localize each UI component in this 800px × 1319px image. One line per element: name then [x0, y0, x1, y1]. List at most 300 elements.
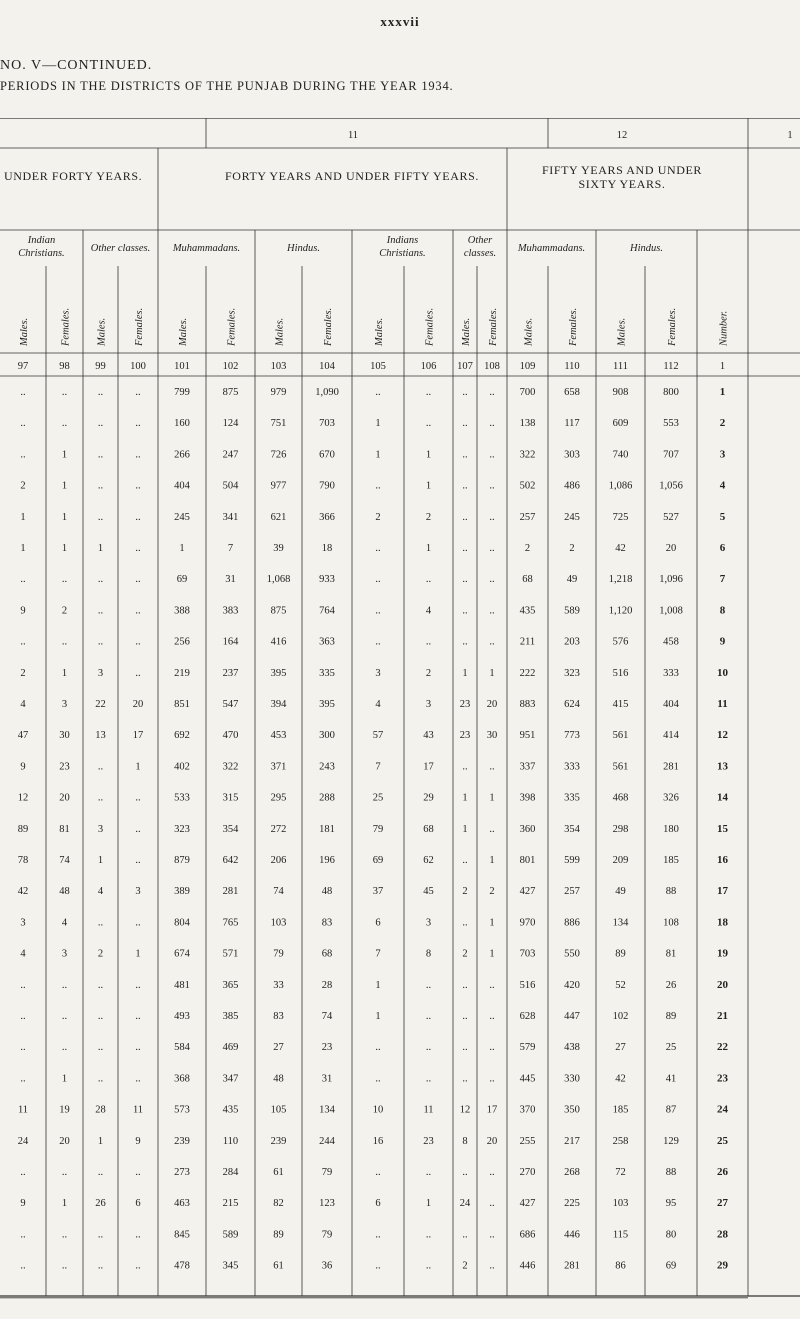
table-cell: 1	[20, 511, 26, 523]
table-cell: ..	[20, 1011, 26, 1022]
district-number: 13	[717, 760, 728, 773]
table-cell: 20	[665, 543, 677, 554]
table-cell: ..	[97, 449, 104, 461]
table-cell: ..	[425, 1260, 432, 1272]
table-cell: ..	[489, 418, 495, 430]
table-cell: 69	[372, 855, 384, 866]
table-cell: 79	[321, 1167, 333, 1178]
table-cell: 883	[519, 699, 536, 710]
table-cell: 800	[663, 387, 679, 398]
table-cell: 1,056	[659, 480, 683, 492]
table-cell: ..	[135, 667, 141, 679]
table-cell: 42	[17, 886, 29, 898]
table-cell: 686	[519, 1229, 536, 1241]
table-cell: 642	[222, 855, 239, 866]
table-cell: ..	[425, 1229, 432, 1241]
table-cell: 217	[564, 1135, 580, 1147]
table-cell: 1	[489, 948, 495, 960]
table-cell: 3	[375, 667, 381, 679]
community-label: Hindus.	[630, 243, 663, 254]
table-cell: 764	[319, 605, 335, 617]
table-cell: 255	[519, 1135, 536, 1147]
table-cell: 9	[20, 605, 26, 617]
table-cell: ..	[135, 636, 141, 648]
table-cell: 1	[135, 948, 141, 960]
sex-label-col-104: Females.	[323, 307, 334, 346]
table-cell: 1	[61, 511, 68, 523]
table-cell: ..	[135, 543, 141, 554]
table-cell: 4	[20, 699, 26, 710]
table-cell: 470	[222, 730, 239, 742]
table-cell: ..	[20, 449, 26, 461]
table-cell: 68	[423, 823, 434, 835]
table-cell: 2	[97, 948, 104, 960]
table-cell: ..	[61, 1042, 68, 1054]
table-cell: ..	[135, 387, 141, 398]
table-cell: 7	[375, 948, 381, 960]
table-cell: ..	[97, 574, 104, 586]
table-cell: 88	[665, 1167, 677, 1178]
table-cell: ..	[20, 1042, 26, 1054]
table-cell: 553	[663, 418, 679, 430]
table-cell: 2	[425, 667, 432, 679]
table-cell: 37	[372, 886, 384, 898]
table-cell: ..	[489, 449, 495, 461]
table-cell: 185	[612, 1104, 629, 1116]
table-cell: ..	[462, 574, 468, 586]
table-cell: 1,068	[266, 574, 291, 586]
table-cell: ..	[61, 418, 68, 430]
table-cell: 2	[569, 543, 575, 554]
table-cell: 395	[270, 667, 287, 679]
table-cell: 45	[423, 886, 434, 898]
column-number-110: 110	[564, 361, 580, 372]
table-cell: 845	[174, 1229, 190, 1241]
table-cell: 416	[270, 636, 287, 648]
table-cell: 2	[462, 886, 468, 898]
sex-label-col-99: Males.	[96, 317, 108, 346]
table-cell: ..	[97, 418, 104, 430]
table-cell: 211	[519, 636, 536, 648]
table-cell: 3	[135, 886, 141, 898]
table-cell: 725	[612, 511, 629, 523]
table-cell: 394	[270, 699, 287, 710]
table-cell: 124	[222, 418, 239, 430]
table-cell: 478	[174, 1260, 190, 1272]
column-number-103: 103	[270, 361, 287, 372]
table-cell: ..	[425, 1167, 432, 1178]
table-cell: 243	[319, 761, 335, 773]
table-cell: 1	[375, 449, 381, 461]
table-cell: 571	[222, 948, 239, 960]
table-cell: 244	[319, 1135, 335, 1147]
table-cell: 20	[486, 1135, 498, 1147]
table-cell: 385	[222, 1011, 239, 1022]
sex-label-col-109: Males.	[523, 317, 535, 346]
district-number: 29	[717, 1259, 728, 1272]
column-number-108: 108	[484, 361, 500, 372]
table-cell: 323	[174, 823, 190, 835]
table-cell: 2	[524, 543, 531, 554]
table-cell: 3	[97, 667, 104, 679]
district-number: 2	[719, 417, 726, 430]
table-cell: 851	[174, 699, 190, 710]
table-cell: ..	[489, 1229, 495, 1241]
table-cell: 27	[273, 1042, 284, 1054]
table-cell: ..	[97, 792, 104, 804]
table-cell: ..	[462, 1042, 468, 1054]
table-cell: ..	[135, 1042, 141, 1054]
table-cell: ..	[97, 1042, 104, 1054]
table-cell: 389	[174, 886, 190, 898]
table-cell: ..	[462, 543, 468, 554]
table-cell: 83	[273, 1011, 284, 1022]
table-cell: 1	[425, 480, 432, 492]
sex-label-col-112: Females.	[667, 307, 678, 346]
table-cell: 103	[270, 917, 287, 929]
community-label-line1: Indians	[386, 235, 419, 246]
table-cell: 23	[459, 730, 471, 742]
table-cell: 341	[222, 511, 239, 523]
table-cell: 17	[486, 1104, 498, 1116]
table-cell: 458	[663, 636, 679, 648]
table-cell: ..	[135, 449, 141, 461]
table-cell: ..	[375, 480, 381, 492]
table-cell: ..	[375, 1167, 381, 1178]
table-cell: 281	[222, 886, 239, 898]
table-cell: 129	[663, 1135, 679, 1147]
table-cell: 350	[564, 1104, 580, 1116]
age-group-fifty-sixty-line1: FIFTY YEARS AND UNDER	[541, 163, 703, 177]
table-cell: 4	[375, 699, 381, 710]
table-cell: 11	[17, 1104, 29, 1116]
table-cell: ..	[97, 480, 104, 492]
table-cell: 20	[59, 1135, 70, 1147]
table-cell: ..	[20, 387, 26, 398]
table-cell: 69	[665, 1260, 677, 1272]
table-cell: 81	[665, 948, 677, 960]
table-cell: 28	[95, 1104, 106, 1116]
table-cell: 185	[663, 855, 679, 866]
table-cell: 658	[564, 387, 580, 398]
table-cell: 576	[612, 636, 629, 648]
table-cell: 550	[564, 948, 580, 960]
table-cell: 395	[319, 699, 335, 710]
table-cell: 33	[273, 979, 284, 991]
table-cell: ..	[462, 418, 468, 430]
group-number-12: 12	[616, 130, 628, 141]
table-cell: 414	[663, 730, 679, 742]
table-cell: 1	[61, 480, 68, 492]
table-cell: 707	[663, 449, 679, 461]
table-cell: 908	[612, 387, 629, 398]
table-cell: ..	[425, 979, 432, 991]
table-cell: 78	[17, 855, 29, 866]
table-cell: ..	[135, 855, 141, 866]
table-cell: 609	[612, 418, 629, 430]
district-number: 4	[719, 479, 726, 492]
table-cell: 29	[423, 792, 434, 804]
table-cell: ..	[425, 387, 432, 398]
table-cell: ..	[97, 511, 104, 523]
table-cell: 12	[17, 792, 29, 804]
table-cell: 48	[321, 886, 333, 898]
table-cell: 79	[273, 948, 284, 960]
table-cell: ..	[135, 480, 141, 492]
table-cell: 1	[179, 543, 185, 554]
table-cell: 9	[20, 761, 26, 773]
table-cell: 337	[519, 761, 536, 773]
table-cell: 692	[174, 730, 190, 742]
district-number: 19	[717, 947, 728, 960]
sex-label-col-97: Males.	[19, 317, 30, 346]
table-cell: ..	[375, 1229, 381, 1241]
table-cell: 134	[319, 1104, 335, 1116]
table-cell: 3	[20, 917, 26, 929]
table-cell: 42	[615, 543, 626, 554]
district-number: 5	[719, 510, 726, 523]
table-cell: 801	[519, 855, 536, 866]
table-cell: 41	[665, 1073, 677, 1085]
table-cell: 24	[17, 1135, 29, 1147]
table-cell: 257	[519, 511, 536, 523]
district-number: 8	[719, 604, 726, 617]
column-number-111: 111	[613, 361, 628, 372]
table-cell: 20	[486, 699, 498, 710]
table-cell: 726	[270, 449, 287, 461]
table-cell: 31	[321, 1073, 333, 1085]
table-cell: 420	[564, 979, 580, 991]
table-cell: ..	[425, 418, 432, 430]
table-cell: 23	[423, 1135, 434, 1147]
table-cell: 404	[663, 699, 679, 710]
table-cell: 273	[174, 1167, 190, 1178]
table-cell: 703	[519, 948, 536, 960]
table-cell: ..	[489, 1198, 495, 1210]
table-cell: 1,120	[608, 605, 633, 617]
column-number-99: 99	[95, 361, 106, 372]
group-number-1: 1	[787, 130, 793, 141]
table-cell: 1,090	[315, 387, 339, 398]
table-cell: 272	[270, 823, 287, 835]
number-label: Number.	[718, 310, 730, 346]
table-cell: 3	[425, 917, 432, 929]
district-number: 3	[719, 448, 726, 461]
district-number: 23	[717, 1072, 728, 1085]
table-cell: 26	[665, 979, 677, 991]
district-number: 7	[719, 573, 726, 586]
table-cell: ..	[135, 1011, 141, 1022]
table-cell: 366	[319, 511, 335, 523]
table-cell: 1	[462, 792, 468, 804]
table-cell: ..	[489, 1260, 495, 1272]
table-cell: 281	[564, 1260, 580, 1272]
table-cell: 89	[665, 1011, 677, 1022]
community-label-line2: classes.	[463, 248, 497, 259]
table-cell: 268	[564, 1167, 580, 1178]
table-cell: 20	[132, 699, 144, 710]
table-cell: 2	[20, 480, 26, 492]
district-number: 15	[717, 822, 728, 835]
table-cell: ..	[97, 761, 104, 773]
table-cell: ..	[135, 418, 141, 430]
column-number-1: 1	[719, 361, 726, 372]
table-cell: ..	[135, 1260, 141, 1272]
table-cell: 256	[174, 636, 190, 648]
table-cell: 599	[564, 855, 580, 866]
table-cell: 49	[566, 574, 578, 586]
table-cell: 245	[174, 511, 190, 523]
table-cell: 1	[462, 823, 468, 835]
table-cell: 108	[663, 917, 679, 929]
table-cell: 43	[423, 730, 434, 742]
table-cell: ..	[462, 979, 468, 991]
table-cell: ..	[489, 511, 495, 523]
table-cell: ..	[489, 543, 495, 554]
table-cell: 573	[174, 1104, 190, 1116]
table-cell: ..	[97, 1260, 104, 1272]
table-cell: 298	[612, 823, 629, 835]
sex-label-col-100: Females.	[134, 307, 145, 346]
table-cell: ..	[375, 387, 381, 398]
table-cell: 203	[564, 636, 580, 648]
table-cell: 7	[227, 543, 234, 554]
table-cell: 933	[319, 574, 335, 586]
table-cell: 9	[20, 1198, 26, 1210]
table-cell: 134	[612, 917, 629, 929]
table-cell: 584	[174, 1042, 190, 1054]
table-cell: 3	[61, 948, 68, 960]
table-cell: 322	[519, 449, 536, 461]
table-cell: 799	[174, 387, 190, 398]
table-cell: 80	[665, 1229, 677, 1241]
community-label: Muhammadans.	[517, 243, 586, 254]
table-cell: 222	[519, 667, 536, 679]
sex-label-col-105: Males.	[374, 317, 385, 346]
community-label-line1: Indian	[27, 235, 56, 246]
table-cell: ..	[135, 1167, 141, 1178]
table-cell: 8	[462, 1135, 468, 1147]
page-number: xxxvii	[380, 14, 420, 29]
table-cell: ..	[462, 480, 468, 492]
table-cell: 110	[222, 1135, 239, 1147]
table-cell: 196	[319, 855, 335, 866]
district-number: 16	[717, 854, 728, 866]
table-cell: 502	[519, 480, 536, 492]
table-cell: ..	[462, 1229, 468, 1241]
table-cell: ..	[489, 574, 495, 586]
district-number: 26	[717, 1166, 728, 1178]
table-cell: 25	[372, 792, 384, 804]
district-number: 28	[717, 1228, 728, 1241]
district-number: 10	[717, 666, 728, 679]
table-cell: 979	[270, 387, 287, 398]
table-cell: 61	[273, 1167, 284, 1178]
table-cell: 245	[564, 511, 580, 523]
table-cell: ..	[97, 979, 104, 991]
table-cell: 72	[615, 1167, 626, 1178]
table-cell: 446	[564, 1229, 580, 1241]
table-cell: 266	[174, 449, 190, 461]
column-number-98: 98	[59, 361, 70, 372]
table-cell: 23	[59, 761, 70, 773]
table-cell: ..	[489, 636, 495, 648]
table-cell: 388	[174, 605, 190, 617]
table-cell: ..	[135, 979, 141, 991]
table-cell: 24	[459, 1198, 471, 1210]
table-cell: 2	[462, 1260, 468, 1272]
table-cell: 48	[273, 1073, 284, 1085]
table-cell: 773	[564, 730, 580, 742]
table-cell: 160	[174, 418, 190, 430]
table-cell: ..	[135, 1073, 141, 1085]
table-cell: ..	[489, 761, 495, 773]
table-cell: 79	[321, 1229, 333, 1241]
table-cell: 31	[225, 574, 236, 586]
table-cell: 453	[270, 730, 287, 742]
table-cell: ..	[375, 1260, 381, 1272]
column-number-112: 112	[663, 361, 679, 372]
table-cell: ..	[489, 387, 495, 398]
table-cell: 504	[222, 480, 239, 492]
table-cell: 102	[612, 1011, 629, 1022]
table-cell: 561	[612, 761, 629, 773]
table-cell: 740	[612, 449, 629, 461]
table-cell: 2	[425, 511, 432, 523]
table-cell: 225	[564, 1198, 580, 1210]
table-cell: 49	[615, 886, 626, 898]
table-cell: 326	[663, 792, 679, 804]
table-cell: 347	[222, 1073, 239, 1085]
table-cell: 1	[425, 449, 432, 461]
table-cell: ..	[61, 574, 68, 586]
table-cell: ..	[135, 605, 141, 617]
table-cell: 1	[489, 792, 495, 804]
table-cell: 26	[95, 1198, 106, 1210]
table-cell: ..	[462, 761, 468, 773]
table-cell: 164	[222, 636, 239, 648]
sex-label-col-107: Males.	[461, 317, 472, 346]
table-cell: 700	[519, 387, 536, 398]
table-cell: 4	[425, 605, 432, 617]
table-cell: 4	[97, 886, 104, 898]
table-cell: 1,086	[608, 480, 633, 492]
table-cell: ..	[462, 1073, 468, 1085]
table-cell: 11	[423, 1104, 434, 1116]
table-cell: ..	[462, 855, 468, 866]
table-cell: 1	[61, 449, 68, 461]
table-cell: 215	[222, 1198, 239, 1210]
table-cell: ..	[20, 1260, 26, 1272]
table-cell: ..	[20, 1167, 26, 1178]
table-cell: 561	[612, 730, 629, 742]
table-cell: ..	[61, 1011, 68, 1022]
table-cell: 469	[222, 1042, 239, 1054]
table-cell: 1	[375, 979, 381, 991]
table-cell: 11	[132, 1104, 144, 1116]
table-cell: 335	[319, 667, 335, 679]
table-cell: 57	[372, 730, 384, 742]
table-cell: 468	[612, 792, 629, 804]
table-cell: 237	[222, 667, 239, 679]
table-cell: 1	[20, 543, 26, 554]
table-cell: 284	[222, 1167, 239, 1178]
table-cell: 398	[519, 792, 536, 804]
district-number: 18	[717, 916, 728, 929]
table-cell: 1	[135, 761, 141, 773]
table-cell: 1	[462, 667, 468, 679]
sex-label-col-106: Females.	[424, 307, 436, 346]
